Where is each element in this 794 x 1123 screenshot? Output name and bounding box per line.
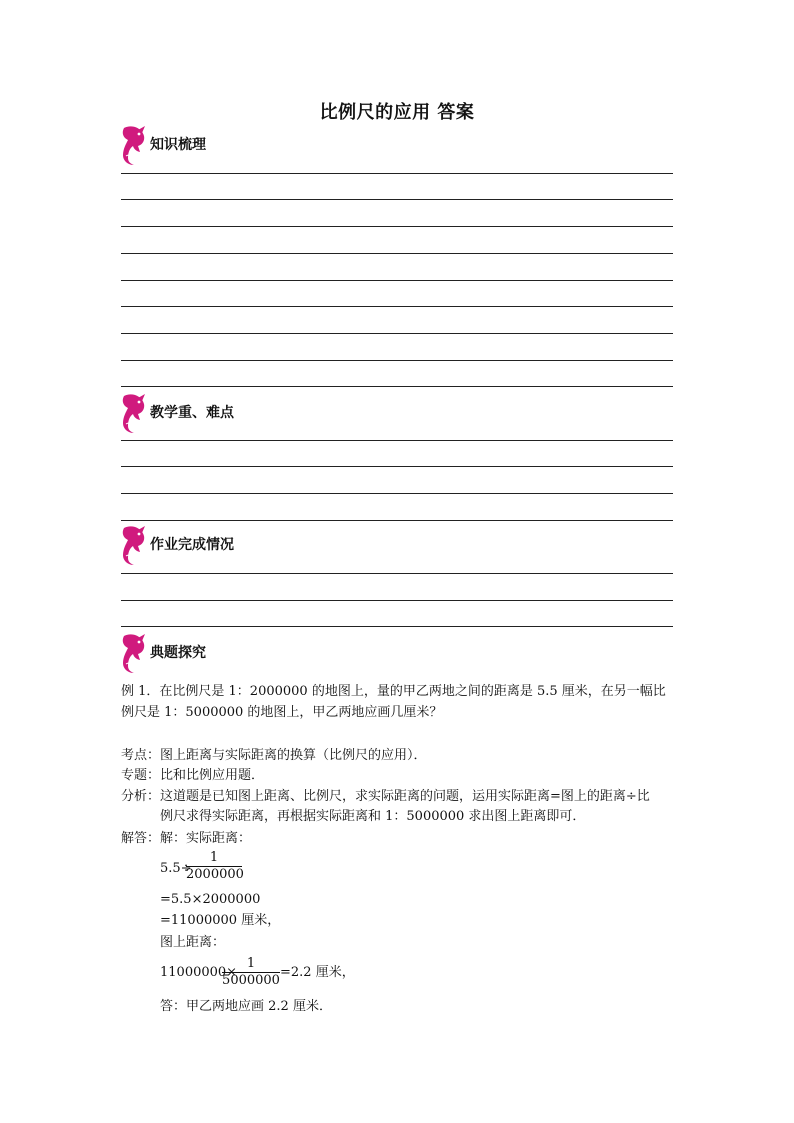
blank-line [121, 306, 673, 307]
page-title: 比例尺的应用 答案 [319, 102, 475, 123]
blank-line [121, 173, 673, 174]
fenxi-text-line1: 分析：这道题是已知图上距离、比例尺，求实际距离的问题，运用实际距离=图上的距离÷比 [121, 789, 650, 804]
dolphin-icon [118, 524, 148, 566]
step3-text: =11000000 厘米， [160, 913, 281, 928]
step1-prefix: 5.5÷ [160, 861, 192, 876]
fraction-denominator: 5000000 [222, 973, 280, 988]
blank-line [121, 226, 673, 227]
section-title: 作业完成情况 [150, 537, 234, 553]
section-title: 知识梳理 [150, 137, 206, 153]
step2-text: =5.5×2000000 [160, 892, 261, 907]
blank-line [121, 360, 673, 361]
section-header-homework [118, 524, 678, 568]
blank-line [121, 466, 673, 467]
step5-suffix: =2.2 厘米， [280, 965, 355, 980]
section-header-key-points [118, 392, 678, 436]
blank-line [121, 333, 673, 334]
dolphin-icon [118, 392, 148, 434]
step5-prefix: 11000000× [160, 965, 238, 980]
jieda-text: 解答：解：实际距离： [121, 831, 252, 846]
example-question-line1: 例 1．在比例尺是 1：2000000 的地图上，量的甲乙两地之间的距离是 5.5 厘米，在另一幅比 [121, 684, 666, 699]
blank-line [121, 626, 673, 627]
section-title: 典题探究 [150, 645, 206, 661]
fraction-1-over-5000000 [222, 956, 280, 989]
blank-line [121, 573, 673, 574]
step4-text: 图上距离： [160, 935, 226, 950]
fraction-numerator: 1 [209, 850, 219, 865]
blank-line [121, 199, 673, 200]
blank-line [121, 493, 673, 494]
section-title: 教学重、难点 [150, 405, 234, 421]
fraction-numerator: 1 [246, 956, 256, 971]
section-header-knowledge [118, 124, 678, 168]
blank-line [121, 386, 673, 387]
fraction-denominator: 2000000 [186, 867, 244, 882]
blank-line [121, 600, 673, 601]
answer-text: 答：甲乙两地应画 2.2 厘米． [160, 999, 332, 1014]
blank-line [121, 253, 673, 254]
example-question-line2: 例尺是 1：5000000 的地图上，甲乙两地应画几厘米？ [121, 705, 443, 720]
blank-line [121, 440, 673, 441]
section-header-examples [118, 632, 678, 676]
kaodian-text: 考点：图上距离与实际距离的换算（比例尺的应用）． [121, 748, 427, 763]
dolphin-icon [118, 632, 148, 674]
blank-line [121, 520, 673, 521]
zhuanti-text: 专题：比和比例应用题． [121, 768, 265, 783]
fraction-1-over-2000000 [186, 850, 242, 883]
dolphin-icon [118, 124, 148, 166]
blank-line [121, 280, 673, 281]
fenxi-text-line2: 例尺求得实际距离，再根据实际距离和 1：5000000 求出图上距离即可． [160, 809, 586, 824]
